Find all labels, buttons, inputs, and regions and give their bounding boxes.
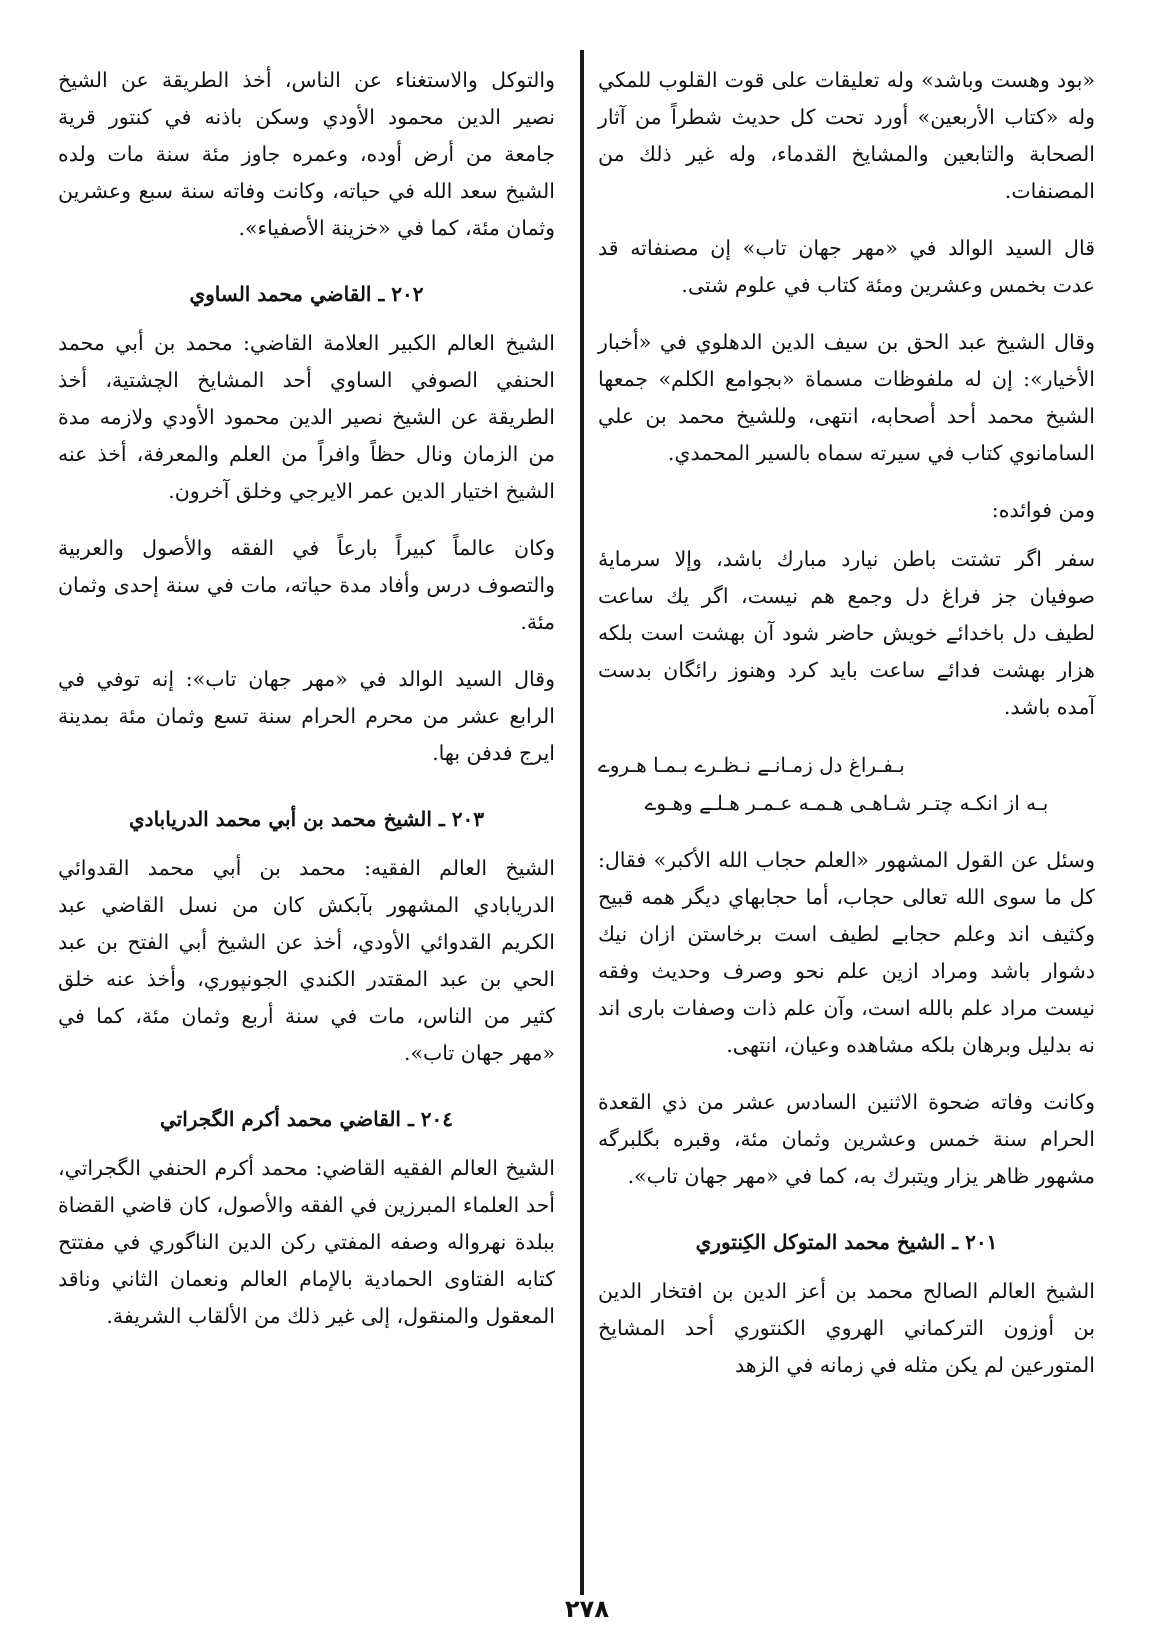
left-column (58, 62, 555, 1355)
paragraph: وكانت وفاته ضحوة الاثنين السادس عشر من ذي القعدة الحرام سنة خمس وعشرين وثمان مئة، وقبره بگلبرگه مشهور ظاهر يزار ويتبرك به، كما في «مهر جهان تاب». (598, 1090, 1095, 1188)
poem-verse-1: بـفـراغ دل زمـانـے نـظـرے بـمـا هـروے (598, 753, 905, 777)
entry-heading-203: ٢٠٣ ـ الشيخ محمد بن أبي محمد الدريابادي (129, 807, 484, 831)
paragraph: الشيخ العالم الفقيه: محمد بن أبي محمد القدوائي الدريابادي المشهور بآبكش كان من نسل القاضي عبد الكريم القدوائي الأودي، أخذ عن الشيخ أبي الفتح بن عبد الحي بن عبد المقتدر الكندي الجونپوري، وأخذ عنه خلق كثير من الناس، مات في سنة أربع وثمان مئة، كما في «مهر جهان تاب». (58, 856, 555, 1065)
paragraph: ومن فوائده: (991, 498, 1095, 522)
right-column (598, 62, 1095, 1404)
column-divider (580, 50, 584, 1595)
paragraph: «بود وهست وباشد» وله تعليقات على قوت القلوب للمكي وله «كتاب الأربعين» أورد تحت كل حديث شطراً من آثار الصحابة والتابعين والمشايخ القدماء، وله غير ذلك من المصنفات. (598, 68, 1095, 203)
page-number: ٢٧٨ (565, 1595, 609, 1623)
paragraph: قال السيد الوالد في «مهر جهان تاب» إن مصنفاته قد عدت بخمس وعشرين ومئة كتاب في علوم شتى. (598, 236, 1095, 297)
paragraph: الشيخ العالم الصالح محمد بن أعز الدين بن افتخار الدين بن أوزون التركماني الهروي الكنتوري أحد المشايخ المتورعين لم يكن مثله في زمانه في الزهد (598, 1279, 1095, 1377)
entry-heading-204: ٢٠٤ ـ القاضي محمد أكرم الگجراتي (159, 1107, 454, 1131)
paragraph: الشيخ العالم الكبير العلامة القاضي: محمد بن أبي محمد الحنفي الصوفي الساوي أحد المشايخ الچشتية، أخذ الطريقة عن الشيخ نصير الدين محمود الأودي ولازمه مدة من الزمان ونال حظاً وافراً من العلم والمعرفة، أخذ عنه الشيخ اختيار الدين عمر الايرجي وخلق آخرون. (58, 331, 555, 503)
entry-heading-202: ٢٠٢ ـ القاضي محمد الساوي (189, 282, 424, 306)
paragraph: والتوكل والاستغناء عن الناس، أخذ الطريقة عن الشيخ نصير الدين محمود الأودي وسكن باذنه في كنتور قرية جامعة من أرض أوده، وعمره جاوز مئة سنة مات ولده الشيخ سعد الله في حياته، وكانت وفاته سنة سبع وعشرين وثمان مئة، كما في «خزينة الأصفياء». (58, 68, 555, 240)
paragraph: وكان عالماً كبيراً بارعاً في الفقه والأصول والعربية والتصوف درس وأفاد مدة حياته، مات في سنة إحدى وثمان مئة. (58, 536, 555, 634)
paragraph: الشيخ العالم الفقيه القاضي: محمد أكرم الحنفي الگجراتي، أحد العلماء المبرزين في الفقه والأصول، كان قاضي القضاة ببلدة نهرواله وصفه المفتي ركن الدين الناگوري في مفتتح كتابه الفتاوى الحمادية بالإمام العالم ونعمان الثاني وناقد المعقول والمنقول، إلى غير ذلك من الألقاب الشريفة. (58, 1156, 555, 1328)
entry-heading-201: ٢٠١ ـ الشيخ محمد المتوكل الكِنتوري (695, 1230, 998, 1254)
persian-paragraph: سفر اگر تشتت باطن نيارد مبارك باشد، وإلا سرمايهٔ صوفيان جز فراغ دل وجمع هم نيست، اگر يك ساعت لطيف دل باخدائے خويش حاضر شود آن بهشت است بلكه هزار بهشت فدائے ساعت بايد كرد وهنوز رائگان بدست آمده باشد. (598, 547, 1095, 719)
paragraph: وسئل عن القول المشهور «العلم حجاب الله الأكبر» فقال: كل ما سوى الله تعالى حجاب، أما حجابهاي ديگر همه قبيح وكثيف اند وعلم حجابے لطيف است برخاستن ازان نيك دشوار باشد ومراد ازين علم نحو وصرف وحديث وفقه نيست مراد علم بالله است، وآن علم ذات وصفات بارى اند نه بدليل وبرهان بلكه مشاهده وعيان، انتهى. (598, 848, 1095, 1057)
poem-verse-2: بـه از انكـه چتـر شـاهـى هـمـه عـمـر هـلـے وهـوے (644, 791, 1049, 815)
paragraph: وقال السيد الوالد في «مهر جهان تاب»: إنه توفي في الرابع عشر من محرم الحرام سنة تسع وثمان مئة بمدينة ايرج فدفن بها. (58, 667, 555, 765)
paragraph: وقال الشيخ عبد الحق بن سيف الدين الدهلوي في «أخبار الأخيار»: إن له ملفوظات مسماة «بجوامع الكلم» جمعها الشيخ محمد أحد أصحابه، انتهى، وللشيخ محمد بن علي السامانوي كتاب في سيرته سماه بالسير المحمدي. (598, 330, 1095, 465)
